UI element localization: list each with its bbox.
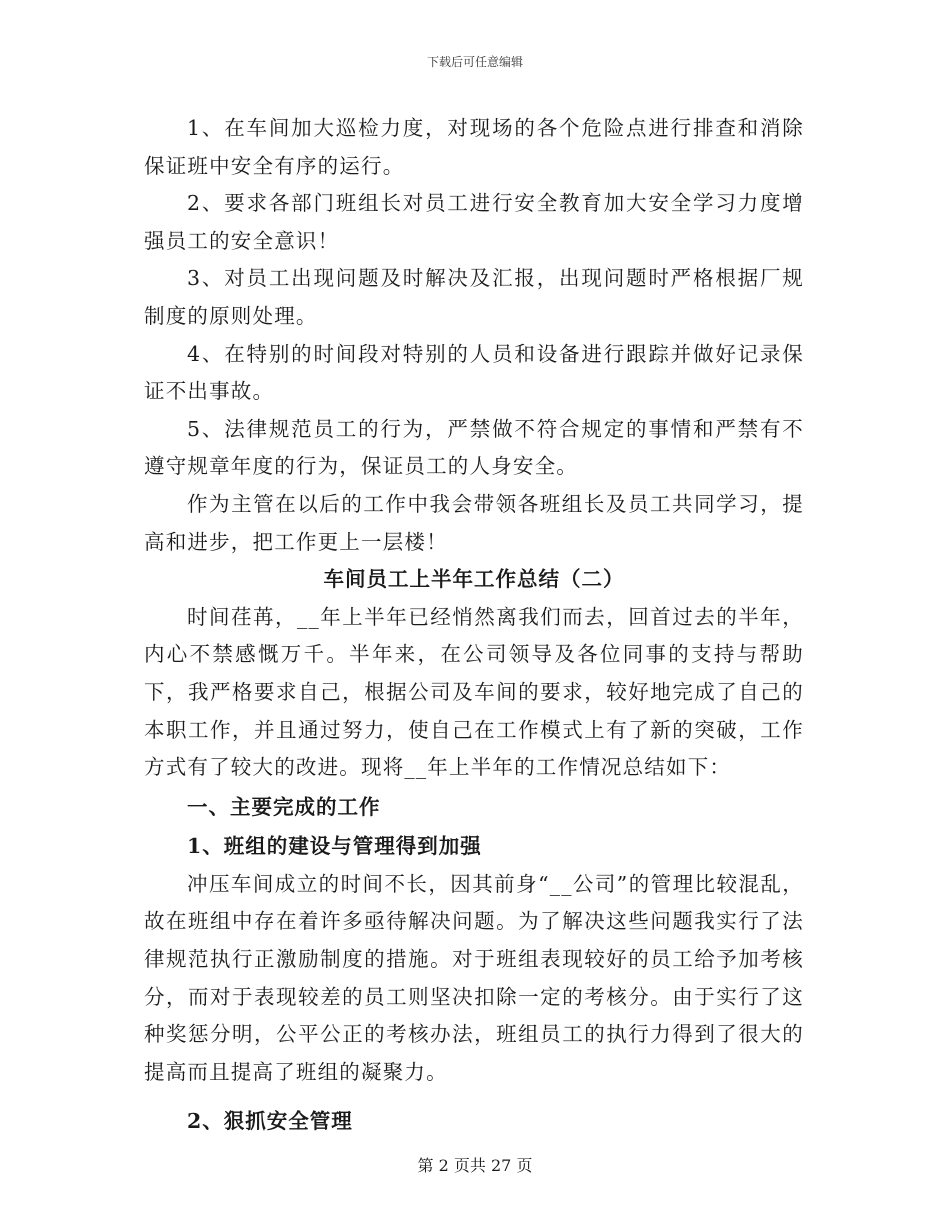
- heading-safety-management: 2、狠抓安全管理: [187, 1109, 353, 1134]
- intro-paragraph: 时间荏苒，__年上半年已经悄然离我们而去，回首过去的半年，内心不禁感慨万千。半年来，在公司领导及各位同事的支持与帮助下，我严格要求自己，根据公司及车间的要求，较好地完成了自己的本职工作，并且通过努力，使自己在工作模式上有了新的突破，工作方式有了较大的改进。现将__年上半年的工作情况总结如下：: [144, 604, 804, 780]
- paragraph-item-5: 5、法律规范员工的行为，严禁做不符合规定的事情和严禁有不遵守规章年度的行为，保证员工的人身安全。: [144, 416, 804, 479]
- heading-team-building: 1、班组的建设与管理得到加强: [187, 834, 482, 859]
- team-building-paragraph: 冲压车间成立的时间不长，因其前身“__公司”的管理比较混乱，故在班组中存在着许多亟待解决问题。为了解决这些问题我实行了法律规范执行正激励制度的措施。对于班组表现较好的员工给予加考核分，而对于表现较差的员工则坚决扣除一定的考核分。由于实行了这种奖惩分明，公平公正的考核办法，班组员工的执行力得到了很大的提高而且提高了班组的凝聚力。: [144, 871, 804, 1084]
- paragraph-item-2: 2、要求各部门班组长对员工进行安全教育加大安全学习力度增强员工的安全意识！: [144, 191, 804, 253]
- heading-main-work: 一、主要完成的工作: [187, 794, 381, 819]
- document-body: [144, 110, 804, 1141]
- header-note: 下载后可任意编辑: [426, 55, 523, 69]
- paragraph-item-3: 3、对员工出现问题及时解决及汇报，出现问题时严格根据厂规制度的原则处理。: [144, 266, 804, 328]
- page-number: 第 2 页共 27 页: [417, 1156, 533, 1175]
- paragraph-item-4: 4、在特别的时间段对特别的人员和设备进行跟踪并做好记录保证不出事故。: [144, 341, 804, 404]
- paragraph-closing: 作为主管在以后的工作中我会带领各班组长及员工共同学习，提高和进步，把工作更上一层楼！: [144, 491, 804, 554]
- section-title: 车间员工上半年工作总结（二）: [323, 567, 625, 592]
- paragraph-item-1: 1、在车间加大巡检力度，对现场的各个危险点进行排查和消除保证班中安全有序的运行。: [144, 116, 804, 178]
